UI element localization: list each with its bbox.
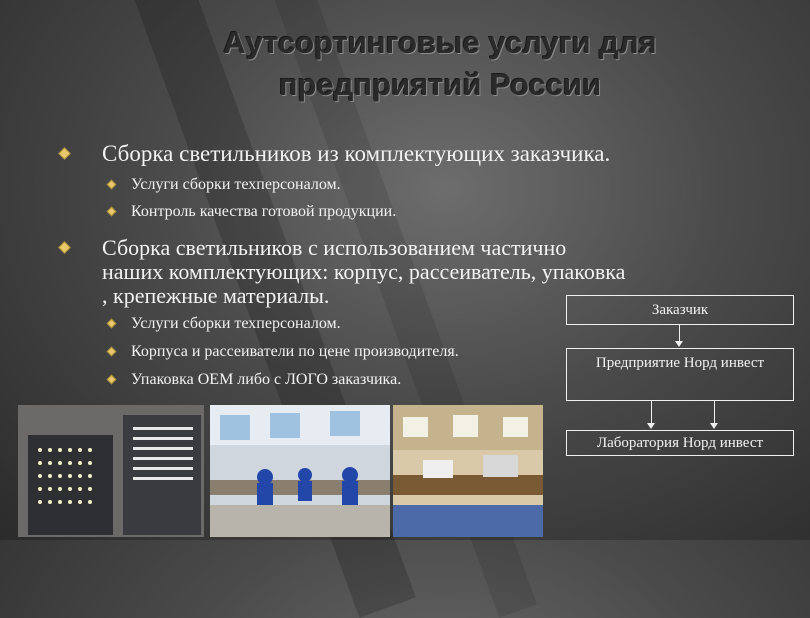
connector-line: [679, 325, 680, 342]
arrow-down-icon: [647, 423, 655, 429]
diamond-bullet-icon: [58, 147, 71, 160]
box-enterprise: [566, 348, 794, 401]
sub-text: Контроль качества готовой продукции.: [131, 203, 397, 220]
diamond-bullet-icon: [107, 180, 117, 190]
bullet-2-text: [102, 236, 625, 308]
bullet-2-line-2: наших комплектующих: корпус, рассеиватель, упаковка: [102, 259, 626, 284]
box-customer: [566, 295, 794, 325]
sub-text: Упаковка OEM либо с ЛОГО заказчика.: [131, 371, 402, 388]
diamond-bullet-icon: [107, 347, 117, 357]
bullet-2-sub-3: [108, 371, 401, 389]
bullet-1-sub-2: [108, 203, 396, 221]
title-line-2: предприятий России: [278, 67, 602, 102]
connector-line: [651, 401, 652, 424]
photo-light-panels: [18, 405, 204, 537]
box-customer-label: Заказчик: [651, 302, 709, 318]
slide-title: [190, 22, 690, 106]
photo-assembly-workers: [210, 405, 390, 537]
box-laboratory: [566, 430, 794, 456]
box-laboratory-label: Лаборатория Норд инвест: [596, 435, 764, 451]
diamond-bullet-icon: [58, 241, 71, 254]
sub-text: Услуги сборки техперсоналом.: [131, 315, 341, 332]
bullet-1-sub-1: [108, 176, 341, 194]
assembly-workers-image: [210, 405, 390, 537]
diamond-bullet-icon: [107, 207, 117, 217]
diamond-bullet-icon: [107, 319, 117, 329]
bullet-2-line-3: , крепежные материалы.: [102, 283, 330, 308]
bullet-1: [60, 142, 610, 166]
bullet-2: [60, 236, 625, 308]
box-enterprise-label: Предприятие Норд инвест: [595, 355, 765, 371]
arrow-down-icon: [710, 423, 718, 429]
diamond-bullet-icon: [107, 375, 117, 385]
bullet-1-text: Сборка светильников из комплектующих заказчика.: [102, 141, 611, 166]
sub-text: Услуги сборки техперсоналом.: [131, 176, 341, 193]
sub-text: Корпуса и рассеиватели по цене производителя.: [131, 343, 459, 360]
laboratory-image: [393, 405, 543, 537]
bullet-2-sub-1: [108, 315, 341, 333]
light-panels-image: [18, 405, 204, 537]
bullet-2-line-1: Сборка светильников с использованием частично: [102, 235, 567, 260]
photo-laboratory: [393, 405, 543, 537]
connector-line: [714, 401, 715, 424]
arrow-down-icon: [675, 341, 683, 347]
title-line-1: Аутсортинговые услуги для: [223, 25, 657, 60]
bullet-2-sub-2: [108, 343, 459, 361]
